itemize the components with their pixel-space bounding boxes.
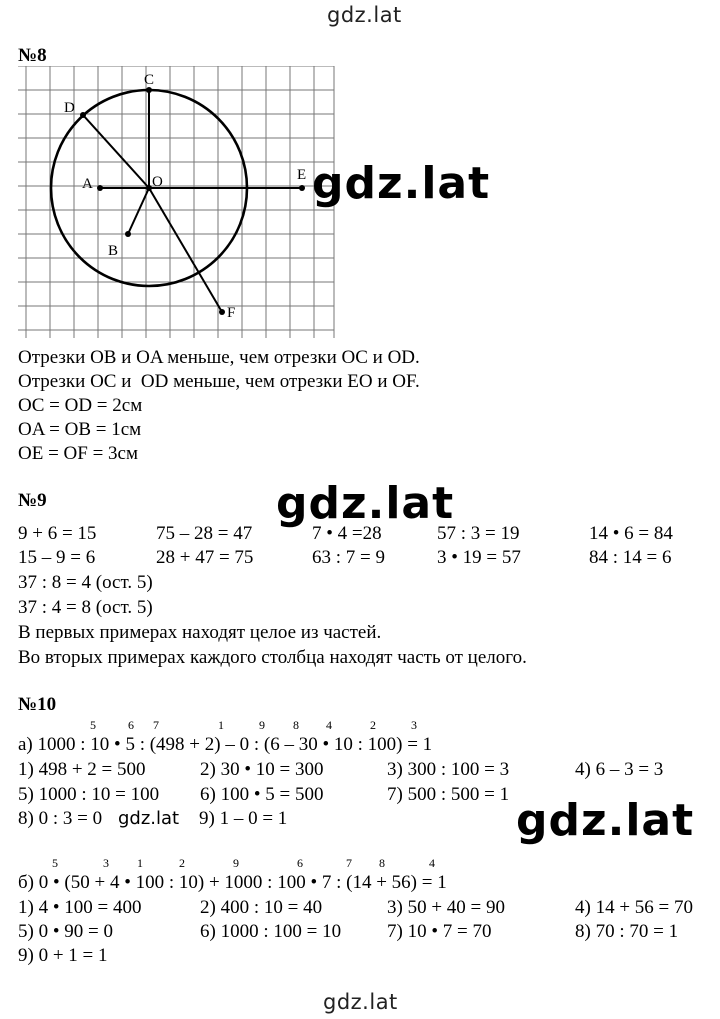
task10-title: №10 [18,694,57,715]
task10-b-expression: б) 0 • (50 + 4 • 100 : 10) + 1000 : 100 • 7 : (14 + 56) = 1 [18,872,447,893]
task9-r2-c2: 28 + 47 = 75 [156,547,254,568]
task10-a-step-4: 4) 6 – 3 = 3 [575,759,664,780]
task9-r1-c2: 75 – 28 = 47 [156,523,253,544]
watermark-bottom: gdz.lat [323,990,398,1014]
watermark-big-2: gdz.lat [276,478,455,529]
order-number: 3 [411,718,417,732]
segment-od [83,115,149,188]
label-e: E [297,167,307,183]
task10-b-step-4: 4) 14 + 56 = 70 [575,897,694,918]
order-number: 2 [370,718,376,732]
task10-a-step-1: 1) 498 + 2 = 500 [18,759,146,780]
task10-b-step-3: 3) 50 + 40 = 90 [387,897,506,918]
segment-of [149,188,222,312]
task9-line-3: В первых примерах находят целое из частей. [18,622,382,643]
task8-line-5: OE = OF = 3см [18,443,139,464]
task10-a-expression: а) 1000 : 10 • 5 : (498 + 2) – 0 : (6 – 30 • 10 : 100) = 1 [18,734,433,755]
task10-a-step-9: 9) 1 – 0 = 1 [199,808,288,829]
task8-figure [18,66,338,341]
order-number: 4 [429,856,435,870]
task10-b-step-6: 6) 1000 : 100 = 10 [200,921,342,942]
order-number: 1 [218,718,224,732]
task10-a-step-3: 3) 300 : 100 = 3 [387,759,510,780]
watermark-big-3: gdz.lat [516,795,695,846]
task10-b-step-9: 9) 0 + 1 = 1 [18,945,108,966]
task10-a-step-2: 2) 30 • 10 = 300 [200,759,324,780]
order-number: 9 [259,718,265,732]
task9-line-4: Во вторых примерах каждого столбца находят часть от целого. [18,647,527,668]
order-number: 9 [233,856,239,870]
order-number: 4 [326,718,332,732]
task9-r2-c3: 63 : 7 = 9 [312,547,385,568]
task10-b-step-8: 8) 70 : 70 = 1 [575,921,679,942]
label-b: B [108,243,119,259]
label-o: O [152,174,163,190]
label-f: F [227,305,236,321]
task9-r1-c3: 7 • 4 =28 [312,523,382,544]
task10-b-step-2: 2) 400 : 10 = 40 [200,897,323,918]
order-number: 1 [137,856,143,870]
watermark-top: gdz.lat [327,3,402,27]
task9-title: №9 [18,490,47,511]
order-number: 5 [90,718,96,732]
point-b [125,231,131,237]
task9-r2-c1: 15 – 9 = 6 [18,547,96,568]
label-a: A [82,176,93,192]
task9-r2-c4: 3 • 19 = 57 [437,547,521,568]
order-number: 8 [293,718,299,732]
label-d: D [64,100,75,116]
watermark-inline: gdz.lat [118,808,180,829]
task9-line-2: 37 : 4 = 8 (ост. 5) [18,597,153,618]
order-number: 5 [52,856,58,870]
task10-b-step-7: 7) 10 • 7 = 70 [387,921,492,942]
order-number: 7 [153,718,159,732]
task10-a-step-7: 7) 500 : 500 = 1 [387,784,510,805]
order-number: 7 [346,856,352,870]
task10-a-step-6: 6) 100 • 5 = 500 [200,784,324,805]
task9-r1-c1: 9 + 6 = 15 [18,523,97,544]
task9-line-1: 37 : 8 = 4 (ост. 5) [18,572,153,593]
task8-line-3: OC = OD = 2см [18,395,143,416]
label-c: C [144,72,155,88]
watermark-big-1: gdz.lat [312,158,491,209]
task8-line-1: Отрезки OB и OA меньше, чем отрезки OC и OD. [18,347,420,368]
task10-b-step-1: 1) 4 • 100 = 400 [18,897,142,918]
order-number: 2 [179,856,185,870]
task8-line-2: Отрезки OC и OD меньше, чем отрезки EO и OF. [18,371,420,392]
order-number: 3 [103,856,109,870]
order-number: 6 [128,718,134,732]
task10-a-step-5: 5) 1000 : 10 = 100 [18,784,160,805]
task8-title: №8 [18,45,47,66]
order-number: 6 [297,856,303,870]
task10-a-step-8: 8) 0 : 3 = 0 [18,808,103,829]
point-f [219,309,225,315]
task10-b-step-5: 5) 0 • 90 = 0 [18,921,113,942]
order-number: 8 [379,856,385,870]
point-a [97,185,103,191]
task9-r1-c5: 14 • 6 = 84 [589,523,673,544]
point-e [299,185,305,191]
task8-line-4: OA = OB = 1см [18,419,142,440]
task9-r2-c5: 84 : 14 = 6 [589,547,672,568]
task9-r1-c4: 57 : 3 = 19 [437,523,520,544]
point-d [80,112,86,118]
